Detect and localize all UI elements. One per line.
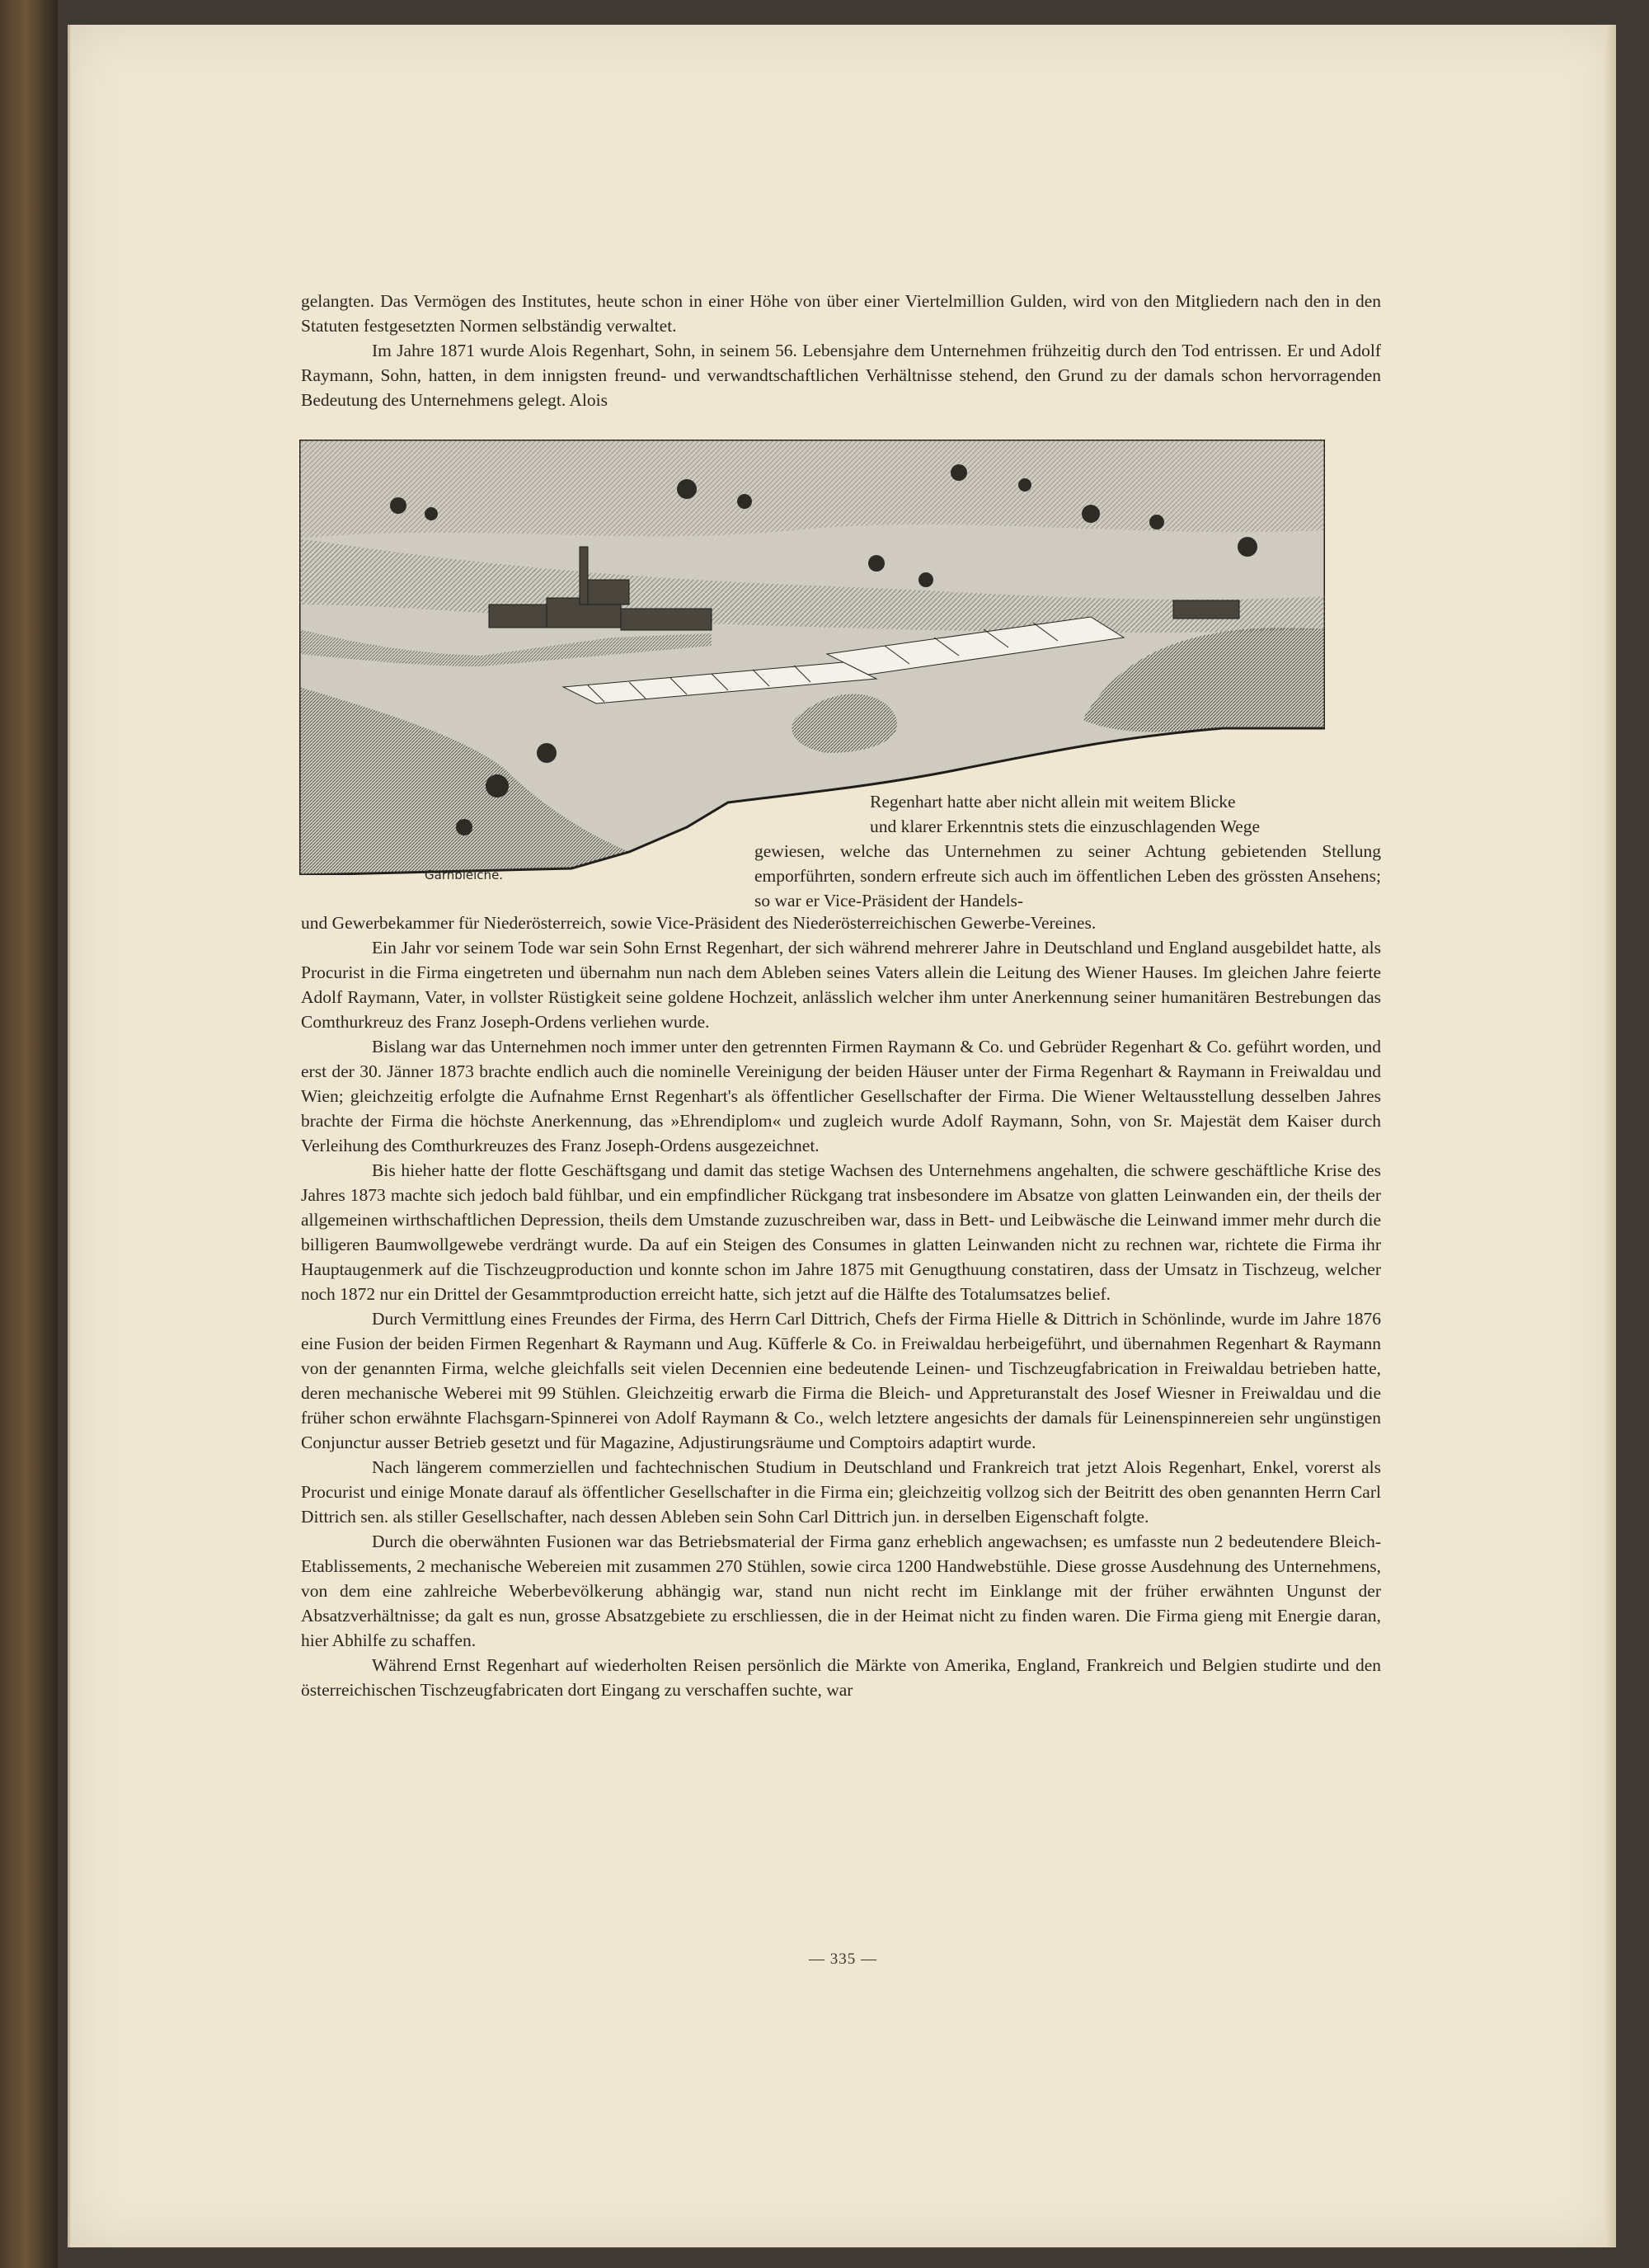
paragraph: Durch die oberwähnten Fusionen war das Betriebsmaterial der Firma ganz erheblich angewachsen; es umfasste nun 2 bedeutendere Bleich-Etablissements, 2 mechanische Webereien mit zusammen 270 Stühlen, sowie circa 1200 Handwebstühle. Diese grosse Ausdehnung des Unternehmens, von dem eine zahlreiche Weberbevölkerung abhängig war, stand nun nicht recht im Einklange mit der früher erwähnten Ungunst der Absatzverhältnisse; da galt es nun, grosse Absatzgebiete zu erschliessen, die in der Heimat nicht zu finden waren. Die Firma gieng mit Energie daran, hier Abhilfe zu schaffen. — [301, 1532, 1381, 1650]
paragraph: Bis hieher hatte der flotte Geschäftsgang und damit das stetige Wachsen des Unternehmens angehalten, die schwere geschäftliche Krise des Jahres 1873 machte sich jedoch bald fühlbar, und ein empfindlicher Rückgang trat insbesondere im Absatze von glatten Leinwanden ein, der theils der allgemeinen wirthschaftlichen Depression, theils dem Umstande zuzuschreiben war, dass in Bett- und Leibwäsche die Leinwand immer mehr durch die billigeren Baumwollgewebe verdrängt wurde. Da auf ein Steigen des Consumes in glatten Leinwanden nicht zu rechnen war, richtete die Firma ihr Hauptaugenmerk auf die Tischzeugproduction und konnte schon im Jahre 1875 mit Genugthuung constatiren, dass der Umsatz in Tischzeug, welcher noch 1872 nur ein Drittel der Gesammtproduction erreicht hatte, sich jetzt auf die Hälfte des Totalumsatzes belief. — [301, 1160, 1381, 1304]
paragraph: Bislang war das Unternehmen noch immer unter den getrennten Firmen Raymann & Co. und Gebrüder Regenhart & Co. geführt worden, und erst der 30. Jänner 1873 brachte endlich auch die nominelle Vereinigung der beiden Häuser unter der Firma Regenhart & Raymann in Freiwaldau und Wien; gleichzeitig erfolgte die Aufnahme Ernst Regenhart's als öffentlicher Gesellschafter der Firma. Die Wiener Weltausstellung desselben Jahres brachte der Firma die höchste Anerkennung, das »Ehrendiplom« und zugleich wurde Adolf Raymann, Sohn, von Sr. Majestät dem Kaiser durch Verleihung des Comthurkreuzes des Franz Joseph-Ordens ausgezeichnet. — [301, 1037, 1381, 1155]
text-wrap-beside-figure — [754, 789, 1381, 913]
paragraph: Durch Vermittlung eines Freundes der Firma, des Herrn Carl Dittrich, Chefs der Firma Hielle & Dittrich in Schönlinde, wurde im Jahre 1876 eine Fusion der beiden Firmen Regenhart & Raymann und Aug. Kūfferle & Co. in Freiwaldau herbeigeführt, und übernahmen Regenhart & Raymann von der genannten Firma, welche gleichfalls seit vielen Decennien eine bedeutende Leinen- und Tischzeugfabrication in Freiwaldau betrieben hatte, deren mechanische Weberei mit 99 Stühlen. Gleichzeitig erwarb die Firma die Bleich- und Appreturanstalt des Josef Wiesner in Freiwaldau und die früher schon erwähnte Flachsgarn-Spinnerei von Adolf Raymann & Co., welch letztere angesichts der damals für Leinenspinnereien sehr ungünstigen Conjunctur ausser Betrieb gesetzt und für Magazine, Adjustirungsräume und Comptoirs adaptirt wurde. — [301, 1309, 1381, 1452]
text-block-main — [301, 910, 1381, 1702]
page-edge — [1604, 25, 1616, 2247]
paragraph: und Gewerbekammer für Niederösterreich, sowie Vice-Präsident des Niederösterreichischen Gewerbe-Vereines. — [301, 913, 1097, 933]
paragraph: gelangten. Das Vermögen des Institutes, heute schon in einer Höhe von über einer Viertelmillion Gulden, wird von den Mitgliedern nach den in den Statuten festgesetzten Normen selbständig verwaltet. — [301, 291, 1381, 336]
text-line: und klarer Erkenntnis stets die einzuschlagenden Wege — [870, 816, 1261, 836]
text-line: Regenhart hatte aber nicht allein mit weitem Blicke — [870, 792, 1236, 812]
page-number: — 335 — — [809, 1950, 877, 1968]
figure-caption: Garnbleiche. — [425, 868, 504, 882]
book-spine — [0, 0, 58, 2268]
text-line: gewiesen, welche das Unternehmen zu seiner Achtung gebietenden Stellung emporführten, sondern erfreute sich auch im öffentlichen Leben des grössten Ansehens; so war er Vice-Präsident der Handels- — [754, 841, 1381, 910]
paragraph: Ein Jahr vor seinem Tode war sein Sohn Ernst Regenhart, der sich während mehrerer Jahre in Deutschland und England ausgebildet hatte, als Procurist in die Firma eingetreten und übernahm nun nach dem Ableben seines Vaters allein die Leitung des Wiener Hauses. Im gleichen Jahre feierte Adolf Raymann, Vater, in vollster Rüstigkeit seine goldene Hochzeit, anlässlich welcher ihm unter Anerkennung seiner humanitären Bestrebungen das Comthurkreuz des Franz Joseph-Ordens verliehen wurde. — [301, 938, 1381, 1032]
paragraph: Im Jahre 1871 wurde Alois Regenhart, Sohn, in seinem 56. Lebensjahre dem Unternehmen frühzeitig durch den Tod entrissen. Er und Adolf Raymann, Sohn, hatten, in dem innigsten freund- und verwandtschaftlichen Verhältnisse stehend, den Grund zu der damals schon hervorragenden Bedeutung des Unternehmens gelegt. Alois — [301, 341, 1381, 410]
paragraph: Nach längerem commerziellen und fachtechnischen Studium in Deutschland und Frankreich trat jetzt Alois Regenhart, Enkel, vorerst als Procurist und einige Monate darauf als öffentlicher Gesellschafter in die Firma ein; gleichzeitig vollzog sich der Beitritt des oben genannten Herrn Carl Dittrich sen. als stiller Gesellschafter, nach dessen Ableben sein Sohn Carl Dittrich jun. in derselben Eigenschaft folgte. — [301, 1457, 1381, 1527]
paragraph: Während Ernst Regenhart auf wiederholten Reisen persönlich die Märkte von Amerika, England, Frankreich und Belgien studirte und den österreichischen Tischzeugfabricaten dort Eingang zu verschaffen suchte, war — [301, 1655, 1381, 1700]
book-page — [68, 25, 1616, 2247]
text-block-top — [301, 289, 1381, 412]
